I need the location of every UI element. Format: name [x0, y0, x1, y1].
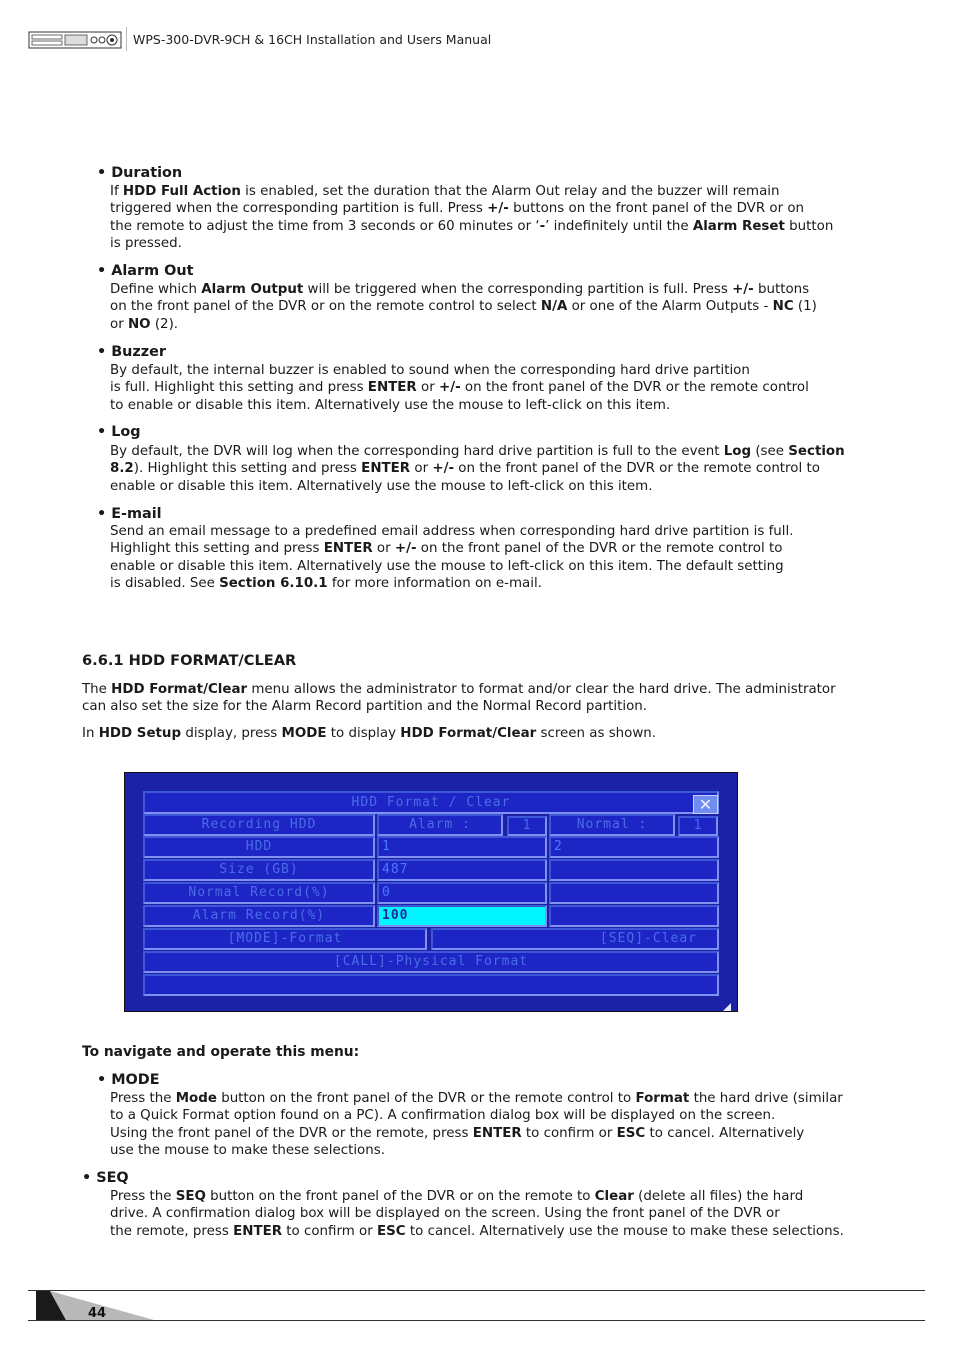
alarm-out-title: • Alarm Out [97, 263, 194, 279]
alarm-hdd-selector[interactable]: 1 [507, 816, 547, 836]
normal-hdd-selector[interactable]: 1 [678, 816, 718, 836]
size-value: 487 [377, 859, 547, 881]
seq-title: • SEQ [82, 1170, 129, 1186]
duration-body [110, 183, 833, 253]
text-line: By default, the internal buzzer is enabled to sound when the corresponding hard drive partition [110, 363, 750, 378]
menu-title-bar [143, 791, 719, 814]
menu-title: HDD Format / Clear [351, 794, 511, 810]
mode-format-button[interactable]: [MODE]-Format [143, 928, 427, 950]
footer-top-rule [28, 1290, 925, 1291]
buzzer-title: • Buzzer [97, 344, 167, 360]
text-line: the remote, press ENTER to confirm or ESC to cancel. Alternatively use the mouse to make these selections. [110, 1223, 844, 1239]
text-line: If HDD Full Action is enabled, set the duration that the Alarm Out relay and the buzzer will remain [110, 184, 780, 199]
size-normal-empty [549, 859, 719, 881]
alarm-record-input[interactable]: 100 [377, 905, 547, 927]
text-line: Send an email message to a predefined email address when corresponding hard drive partition is full. [110, 524, 794, 539]
alarm-label: Alarm : [377, 814, 503, 836]
menu-empty-row [143, 974, 719, 996]
manual-title: WPS-300-DVR-9CH & 16CH Installation and Users Manual [133, 32, 492, 47]
text-line: By default, the DVR will log when the corresponding hard drive partition is full to the event Log (see Section [110, 444, 845, 459]
section-intro-paragraph [82, 681, 836, 716]
log-body [110, 443, 845, 495]
email-title: • E-mail [97, 506, 162, 522]
text-line: is disabled. See Section 6.10.1 for more information on e-mail. [110, 576, 542, 592]
normal-record-empty [549, 882, 719, 904]
hdd-label: HDD [143, 836, 375, 858]
text-line: enable or disable this item. Alternatively use the mouse to left-click on this item. [110, 478, 653, 494]
alarm-record-label: Alarm Record(%) [143, 905, 375, 927]
hdd-format-clear-screenshot [124, 772, 738, 1012]
buzzer-body [110, 362, 809, 414]
hdd-alarm-value: 1 [377, 836, 547, 858]
text-line: 8.2). Highlight this setting and press ENTER or +/- on the front panel of the DVR or the remote control to [110, 461, 820, 477]
email-body [110, 523, 793, 593]
size-label: Size (GB) [143, 859, 375, 881]
cursor-corner-icon [723, 1003, 731, 1011]
text-line: enable or disable this item. Alternatively use the mouse to left-click on this item. The default setting [110, 558, 784, 574]
text-line: use the mouse to make these selections. [110, 1143, 385, 1159]
text-line: or NO (2). [110, 316, 179, 332]
text-line: drive. A confirmation dialog box will be displayed on the screen. Using the front panel of the DVR or [110, 1206, 780, 1222]
mode-body [110, 1090, 843, 1160]
duration-title: • Duration [97, 165, 183, 181]
footer-bottom-rule [28, 1320, 925, 1321]
call-physical-format-button[interactable]: [CALL]-Physical Format [143, 951, 719, 973]
text-line: is pressed. [110, 236, 182, 252]
normal-record-label: Normal Record(%) [143, 882, 375, 904]
section-instruction-paragraph [82, 725, 656, 742]
log-title: • Log [97, 424, 141, 440]
recording-hdd-label: Recording HDD [143, 814, 375, 836]
navigation-heading: To navigate and operate this menu: [82, 1044, 360, 1060]
normal-record-input[interactable]: 0 [377, 882, 547, 904]
text-line: Highlight this setting and press ENTER or +/- on the front panel of the DVR or the remote control to [110, 541, 783, 557]
text-line: The HDD Format/Clear menu allows the administrator to format and/or clear the hard drive. The administrator [82, 682, 836, 697]
text-line: Define which Alarm Output will be triggered when the corresponding partition is full. Press +/- buttons [110, 282, 810, 297]
mode-title: • MODE [97, 1072, 160, 1088]
text-line: Press the Mode button on the front panel of the DVR or the remote control to Format the hard drive (similar [110, 1091, 843, 1106]
text-line: Using the front panel of the DVR or the remote, press ENTER to confirm or ESC to cancel. Alternatively [110, 1125, 805, 1141]
text-line: Press the SEQ button on the front panel of the DVR or on the remote to Clear (delete all files) the hard [110, 1189, 804, 1204]
text-line: is full. Highlight this setting and press ENTER or +/- on the front panel of the DVR or the remote control [110, 380, 809, 396]
dvr-device-logo [28, 30, 122, 50]
seq-clear-button[interactable]: [SEQ]-Clear [431, 928, 719, 950]
normal-label: Normal : [549, 814, 675, 836]
alarm-out-body [110, 281, 817, 333]
text-line: to a Quick Format option found on a PC). A confirmation dialog box will be displayed on the screen. [110, 1108, 776, 1124]
text-line: In HDD Setup display, press MODE to display HDD Format/Clear screen as shown. [82, 726, 657, 741]
hdd-normal-value: 2 [549, 836, 719, 858]
alarm-record-empty [549, 905, 719, 927]
text-line: the remote to adjust the time from 3 seconds or 60 minutes or ‘-’ indefinitely until the Alarm Reset button [110, 218, 834, 234]
text-line: to enable or disable this item. Alternatively use the mouse to left-click on this item. [110, 397, 671, 413]
seq-body [110, 1188, 844, 1240]
text-line: triggered when the corresponding partition is full. Press +/- buttons on the front panel of the DVR or on [110, 201, 805, 217]
page-number: 44 [88, 1306, 107, 1321]
text-line: can also set the size for the Alarm Record partition and the Normal Record partition. [82, 699, 648, 715]
header-divider [126, 27, 127, 51]
text-line: on the front panel of the DVR or on the remote control to select N/A or one of the Alarm Outputs - NC (1) [110, 299, 817, 315]
section-heading: 6.6.1 HDD FORMAT/CLEAR [82, 652, 297, 669]
close-icon[interactable]: ✕ [693, 795, 718, 814]
